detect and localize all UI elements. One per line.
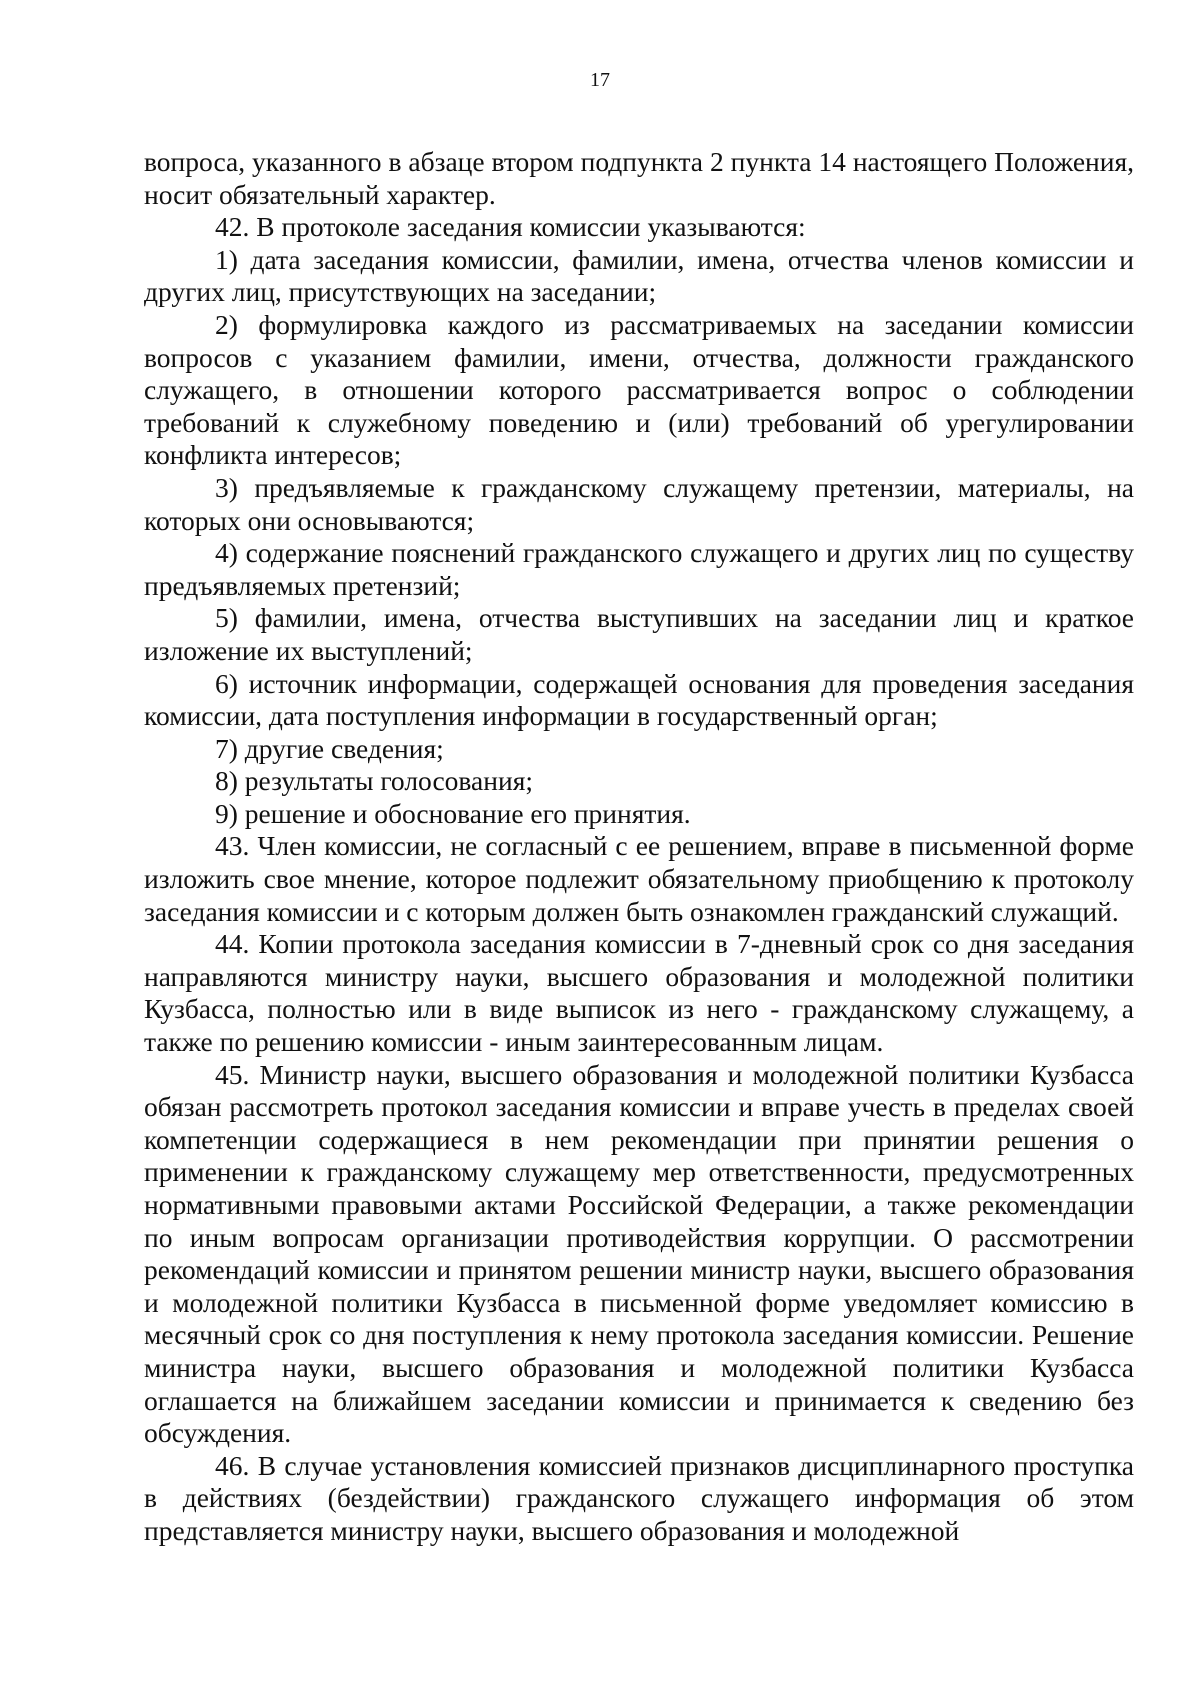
paragraph-item-45: 45. Министр науки, высшего образования и молодежной политики Кузбасса обязан рассмотреть протокол заседания комиссии и вправе учесть в пределах своей компетенции содержащиеся в нем рекомендации при принятии решения о применении к гражданскому служащему мер ответственности, предусмотренных нормативными правовыми актами Российской Федерации, а также рекомендации по иным вопросам организации противодействия коррупции. О рассмотрении рекомендаций комиссии и принятом решении министр науки, высшего образования и молодежной политики Кузбасса в письменной форме уведомляет комиссию в месячный срок со дня поступления к нему протокола заседания комиссии. Решение министра науки, высшего образования и молодежной политики Кузбасса оглашается на ближайшем заседании комиссии и принимается к сведению без обсуждения. <box>144 1058 1134 1449</box>
paragraph-subitem-5: 5) фамилии, имена, отчества выступивших на заседании лиц и краткое изложение их выступлений; <box>144 602 1134 666</box>
paragraph-item-43: 43. Член комиссии, не согласный с ее решением, вправе в письменной форме изложить свое мнение, которое подлежит обязательному приобщению к протоколу заседания комиссии и с которым должен быть ознакомлен гражданский служащий. <box>144 830 1134 927</box>
page-number: 17 <box>590 69 610 91</box>
paragraph-item-46: 46. В случае установления комиссией признаков дисциплинарного проступка в действиях (бездействии) гражданского служащего информация об этом представляется министру науки, высшего образования и молодежной <box>144 1449 1134 1546</box>
paragraph-continuation: вопроса, указанного в абзаце втором подпункта 2 пункта 14 настоящего Положения, носит обязательный характер. <box>144 146 1134 210</box>
paragraph-item-42: 42. В протоколе заседания комиссии указываются: <box>215 211 806 243</box>
paragraph-subitem-8: 8) результаты голосования; <box>215 765 533 797</box>
paragraph-subitem-7: 7) другие сведения; <box>215 732 444 764</box>
paragraph-item-44: 44. Копии протокола заседания комиссии в 7-дневный срок со дня заседания направляются министру науки, высшего образования и молодежной политики Кузбасса, полностью или в виде выписок из него - гражданскому служащему, а также по решению комиссии - иным заинтересованным лицам. <box>144 928 1134 1058</box>
document-body <box>144 146 1134 1548</box>
paragraph-subitem-3: 3) предъявляемые к гражданскому служащему претензии, материалы, на которых они основываются; <box>144 471 1134 536</box>
paragraph-subitem-1: 1) дата заседания комиссии, фамилии, имена, отчества членов комиссии и других лиц, присутствующих на заседании; <box>144 243 1134 308</box>
paragraph-subitem-6: 6) источник информации, содержащей основания для проведения заседания комиссии, дата поступления информации в государственный орган; <box>144 667 1134 732</box>
paragraph-subitem-9: 9) решение и обоснование его принятия. <box>215 797 691 829</box>
paragraph-subitem-4: 4) содержание пояснений гражданского служащего и других лиц по существу предъявляемых претензий; <box>144 537 1134 601</box>
paragraph-subitem-2: 2) формулировка каждого из рассматриваемых на заседании комиссии вопросов с указанием фамилии, имени, отчества, должности гражданского служащего, в отношении которого рассматривается вопрос о соблюдении требований к служебному поведению и (или) требований об урегулировании конфликта интересов; <box>144 308 1134 471</box>
